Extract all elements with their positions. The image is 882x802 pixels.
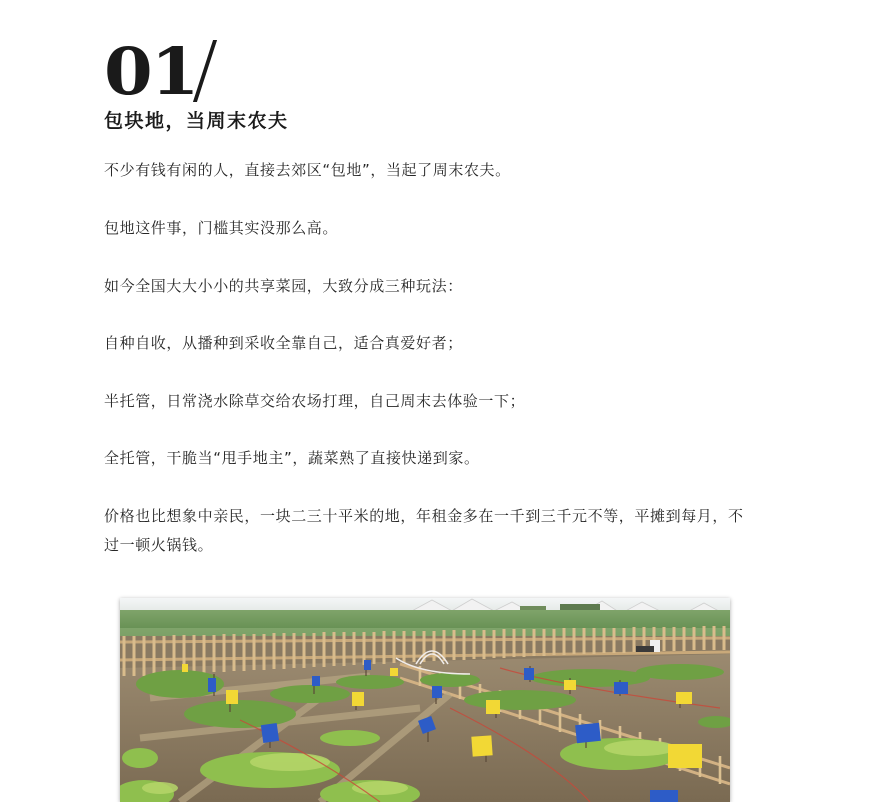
paragraph: 全托管，干脆当“甩手地主”，蔬菜熟了直接快递到家。: [104, 449, 480, 467]
section-number: [104, 28, 207, 110]
paragraph: 半托管，日常浇水除草交给农场打理，自己周末去体验一下；: [104, 392, 526, 410]
paragraph: 自种自收，从播种到采收全靠自己，适合真爱好者；: [104, 334, 463, 352]
paragraph: 如今全国大大小小的共享菜园，大致分成三种玩法：: [104, 277, 463, 295]
paragraph: 包地这件事，门槛其实没那么高。: [104, 219, 339, 237]
section-title: 包块地，当周末农夫: [104, 110, 289, 132]
paragraph: 不少有钱有闲的人，直接去郊区“包地”，当起了周末农夫。: [104, 161, 511, 179]
paragraph: 价格也比想象中亲民，一块二三十平米的地，年租金多在一千到三千元不等，平摊到每月，不过一顿火锅钱。: [104, 507, 744, 554]
section-number-text: 01: [104, 33, 198, 110]
garden-photo-illustration: [120, 598, 730, 802]
garden-photo: [120, 598, 730, 802]
